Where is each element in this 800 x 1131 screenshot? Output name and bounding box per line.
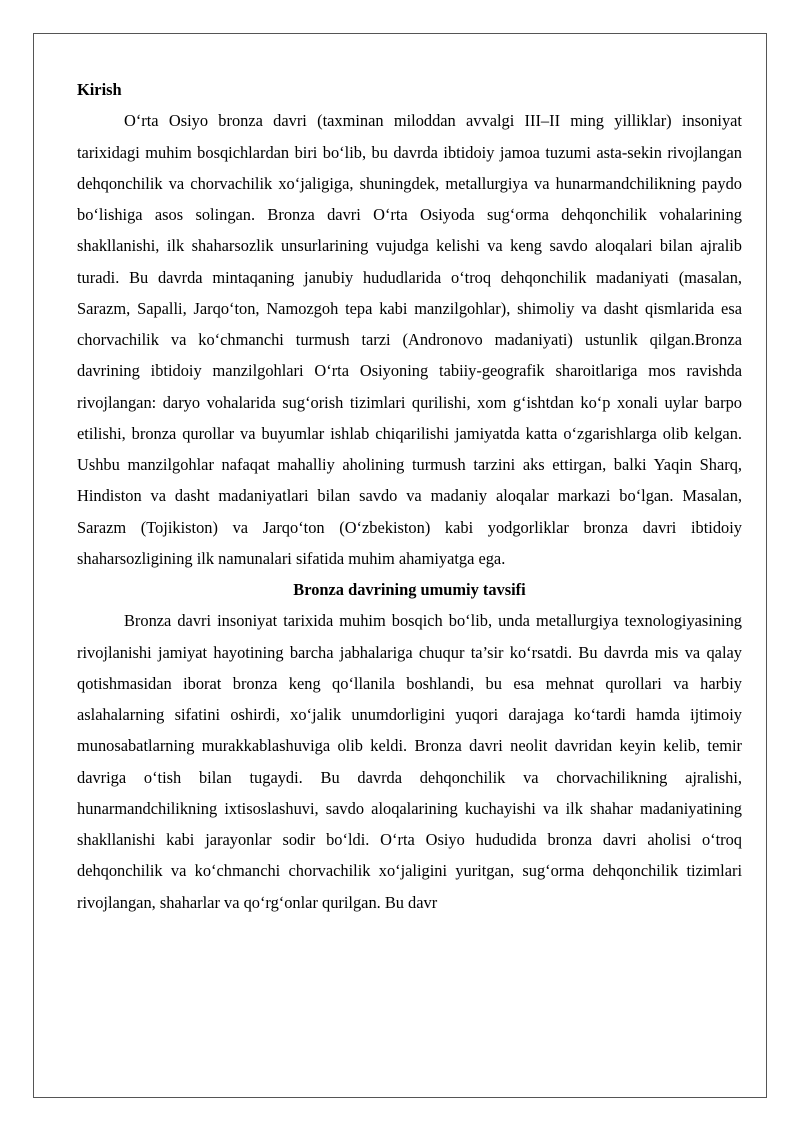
section-heading-kirish: Kirish (77, 80, 122, 99)
document-body (77, 74, 742, 918)
section-heading-general-description: Bronza davrining umumiy tavsifi (293, 580, 526, 599)
paragraph-introduction: O‘rta Osiyo bronza davri (taxminan miloddan avvalgi III–II ming yilliklar) insoniyat tarixidagi muhim bosqichlardan biri bo‘lib, bu davrda ibtidoiy jamoa tuzumi asta-sekin rivojlangan dehqonchilik va chorvachilik xo‘jaligiga, shuningdek, metallurgiya va hunarmandchilikning paydo bo‘lishiga asos solingan. Bronza davri O‘rta Osiyoda sug‘orma dehqonchilik vohalarining shakllanishi, ilk shaharsozlik unsurlarining vujudga kelishi va keng savdo aloqalari bilan ajralib turadi. Bu davrda mintaqaning janubiy hududlarida o‘troq dehqonchilik madaniyati (masalan, Sarazm, Sapalli, Jarqo‘ton, Namozgoh tepa kabi manzilgohlar), shimoliy va dasht qismlarida esa chorvachilik va ko‘chmanchi turmush tarzi (Andronovo madaniyati) ustunlik qilgan.Bronza davrining ibtidoiy manzilgohlari O‘rta Osiyoning tabiiy-geografik sharoitlariga mos ravishda rivojlangan: daryo vohalarida sug‘orish tizimlari qurilishi, xom g‘ishtdan ko‘p xonali uylar barpo etilishi, bronza qurollar va buyumlar ishlab chiqarilishi jamiyatda katta o‘zgarishlarga olib kelgan. Ushbu manzilgohlar nafaqat mahalliy aholining turmush tarzini aks ettirgan, balki Yaqin Sharq, Hindiston va dasht madaniyatlari bilan savdo va madaniy aloqalar markazi bo‘lgan. Masalan, Sarazm (Tojikiston) va Jarqo‘ton (O‘zbekiston) kabi yodgorliklar bronza davri ibtidoiy shaharsozligining ilk namunalari sifatida muhim ahamiyatga ega. (77, 111, 742, 568)
paragraph-general-description: Bronza davri insoniyat tarixida muhim bosqich bo‘lib, unda metallurgiya texnologiyasining rivojlanishi jamiyat hayotining barcha jabhalariga chuqur ta’sir ko‘rsatdi. Bu davrda mis va qalay qotishmasidan iborat bronza keng qo‘llanila boshlandi, bu esa mehnat qurollari va harbiy aslahalarning sifatini oshirdi, xo‘jalik unumdorligini yuqori darajaga ko‘tardi hamda ijtimoiy munosabatlarning murakkablashuviga olib keldi. Bronza davri neolit davridan keyin kelib, temir davriga o‘tish bilan tugaydi. Bu davrda dehqonchilik va chorvachilikning ajralishi, hunarmandchilikning ixtisoslashuvi, savdo aloqalarining kuchayishi va ilk shahar madaniyatining shakllanishi kabi jarayonlar sodir bo‘ldi. O‘rta Osiyo hududida bronza davri aholisi o‘troq dehqonchilik va ko‘chmanchi chorvachilik xo‘jaligini yuritgan, sug‘orma dehqonchilik tizimlari rivojlangan, shaharlar va qo‘rg‘onlar qurilgan. Bu davr (77, 611, 742, 912)
